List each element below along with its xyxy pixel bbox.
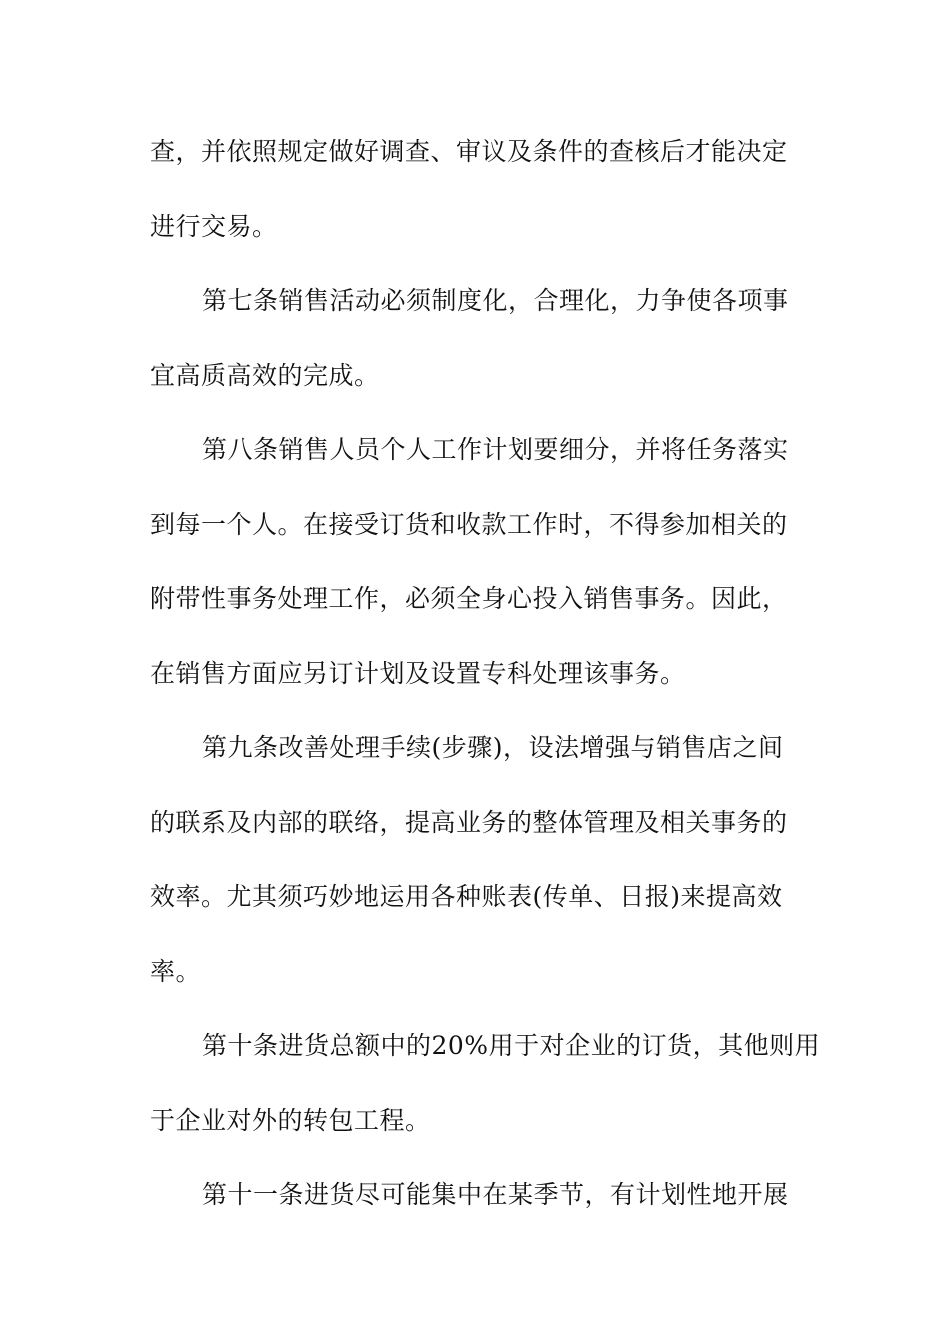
text-line: 的联系及内部的联络，提高业务的整体管理及相关事务的 [150,807,788,837]
article-11-line: 第十一条进货尽可能集中在某季节，有计划性地开展 [202,1180,789,1209]
text-line: 附带性事务处理工作，必须全身心投入销售事务。因此， [150,584,788,613]
article-9-line: 第九条改善处理手续(步骤)，设法增强与销售店之间 [202,733,784,762]
article-10-line: 第十条进货总额中的20%用于对企业的订货，其他则用 [202,1031,821,1060]
text-line: 在销售方面应另订计划及设置专科处理该事务。 [150,658,686,688]
text-line: 宜高质高效的完成。 [150,360,380,390]
text-line: 到每一个人。在接受订货和收款工作时，不得参加相关的 [150,509,788,539]
text-line: 于企业对外的转包工程。 [150,1105,431,1135]
text-line: 率。 [150,956,202,986]
article-7-line: 第七条销售活动必须制度化，合理化，力争使各项事 [202,286,789,315]
text-line: 查，并依照规定做好调查、审议及条件的查核后才能决定 [150,137,788,166]
article-8-line: 第八条销售人员个人工作计划要细分，并将任务落实 [202,435,789,464]
text-line: 效率。尤其须巧妙地运用各种账表(传单、日报)来提高效 [150,882,783,911]
text-line: 进行交易。 [150,211,278,241]
document-body [150,115,821,1233]
